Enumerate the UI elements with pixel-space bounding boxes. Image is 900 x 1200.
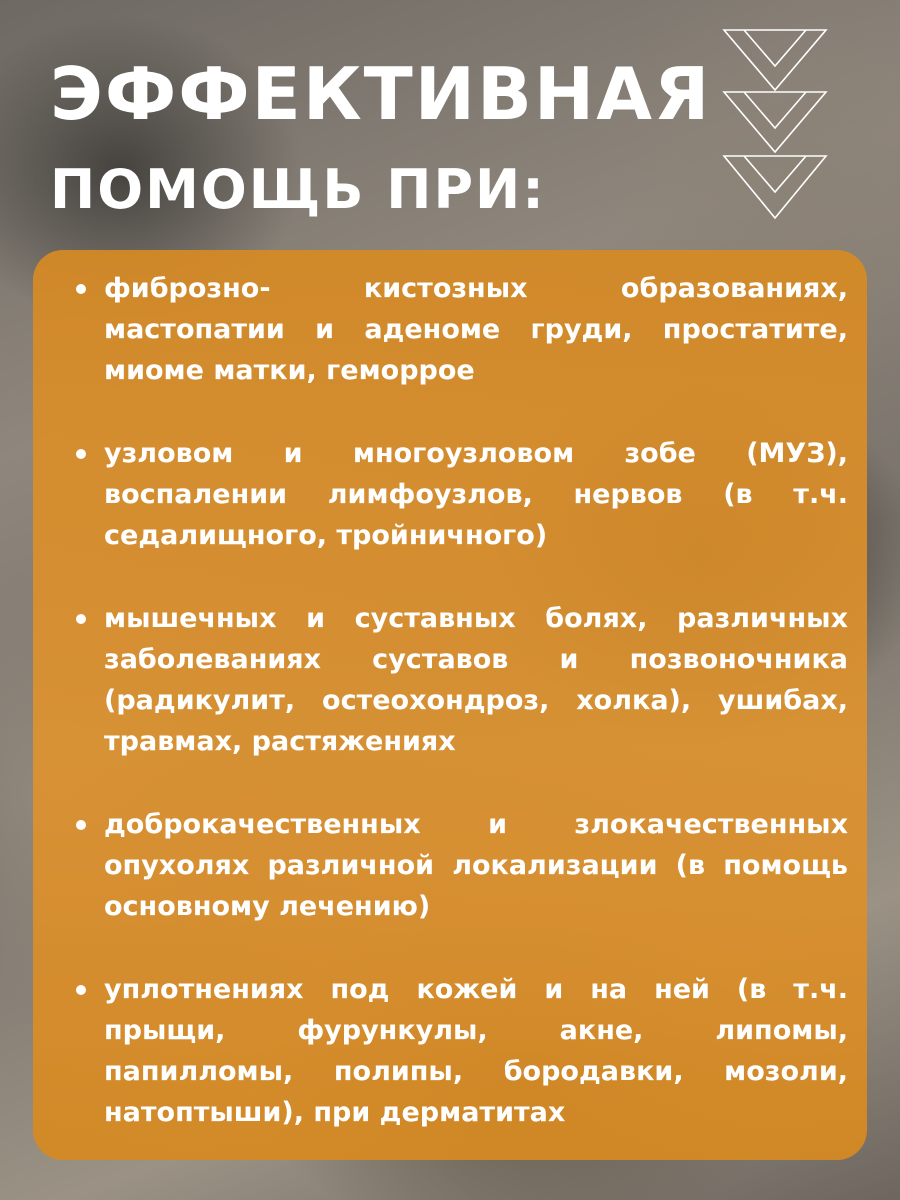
bullet-icon: [76, 614, 86, 624]
list-item: [70, 969, 848, 1133]
page-title-line-2: ПОМОЩЬ ПРИ:: [50, 158, 546, 221]
page-title-line-1: ЭФФЕКТИВНАЯ: [50, 52, 712, 136]
list-item: [70, 433, 848, 556]
list-item-text: узловом и многоузловом зобе (МУЗ), воспалении лимфоузлов, нервов (в т.ч. седалищного, тройничного): [104, 438, 848, 551]
list-item-text: доброкачественных и злокачественных опухолях различной локализации (в помощь основному лечению): [104, 809, 848, 922]
list-item: [70, 804, 848, 927]
list-item-text: фиброзно- кистозных образованиях, мастопатии и аденоме груди, простатите, миоме матки, геморрое: [104, 273, 848, 386]
chevron-outline-2: [724, 92, 826, 152]
chevron-outline-3: [724, 156, 826, 218]
list-item: [70, 268, 848, 391]
conditions-list: [70, 268, 848, 1175]
bullet-icon: [76, 985, 86, 995]
chevron-outline-1: [724, 30, 826, 90]
list-item-text: уплотнениях под кожей и на ней (в т.ч. прыщи, фурункулы, акне, липомы, папилломы, полипы, бородавки, мозоли, натоптыши), при дерматитах: [104, 974, 848, 1128]
bullet-icon: [76, 284, 86, 294]
list-item-text: мышечных и суставных болях, различных заболеваниях суставов и позвоночника (радикулит, остеохондроз, холка), ушибах, травмах, растяжениях: [104, 603, 848, 757]
list-item: [70, 598, 848, 762]
triple-chevron-down-icon: [722, 28, 828, 222]
bullet-icon: [76, 820, 86, 830]
bullet-icon: [76, 449, 86, 459]
